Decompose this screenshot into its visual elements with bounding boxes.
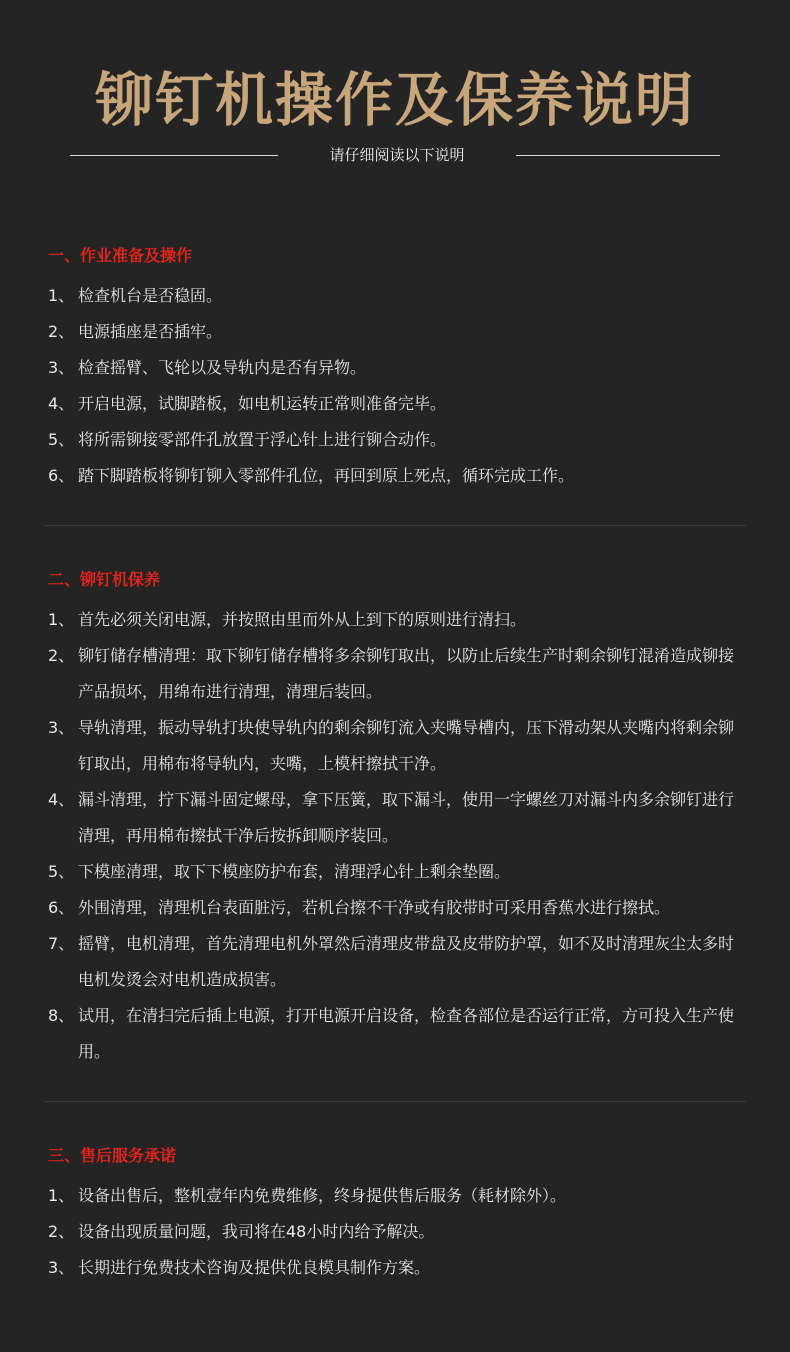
list-item: [48, 1178, 748, 1214]
list-item-number: 2、: [48, 1222, 75, 1241]
list-item-text: 开启电源，试脚踏板，如电机运转正常则准备完毕。: [78, 394, 447, 413]
list-item-text: 检查机台是否稳固。: [78, 286, 223, 305]
list-item: [48, 854, 748, 890]
subtitle-divider-right: [516, 155, 720, 156]
list-item: [48, 350, 748, 386]
list-item-number: 2、: [48, 646, 75, 665]
section-heading: 三、售后服务承诺: [48, 1146, 177, 1165]
list-item: [48, 1214, 748, 1250]
list-item-text: 试用，在清扫完后插上电源，打开电源开启设备，检查各部位是否运行正常，方可投入生产使用。: [78, 1006, 735, 1061]
list-item: [48, 710, 748, 782]
subtitle-row: [0, 144, 790, 166]
section-divider: [44, 525, 746, 526]
list-item-text: 导轨清理，振动导轨打块使导轨内的剩余铆钉流入夹嘴导槽内，压下滑动架从夹嘴内将剩余铆钉取出，用棉布将导轨内，夹嘴，上模杆擦拭干净。: [78, 718, 735, 773]
list-item: [48, 638, 748, 710]
list-item-number: 5、: [48, 862, 75, 881]
list-item-number: 1、: [48, 1186, 75, 1205]
list-item: [48, 602, 748, 638]
list-item-number: 8、: [48, 1006, 75, 1025]
list-item-text: 外围清理，清理机台表面脏污，若机台擦不干净或有胶带时可采用香蕉水进行擦拭。: [78, 898, 671, 917]
list-item: [48, 782, 748, 854]
section-after-sales: [48, 1144, 748, 1286]
list-item-number: 3、: [48, 718, 75, 737]
section-maintenance: [48, 568, 748, 1070]
list-item-text: 长期进行免费技术咨询及提供优良模具制作方案。: [78, 1258, 431, 1277]
list-item-text: 设备出现质量问题，我司将在48小时内给予解决。: [78, 1222, 435, 1241]
section-heading: 二、铆钉机保养: [48, 570, 161, 589]
list-item-text: 漏斗清理，拧下漏斗固定螺母，拿下压簧，取下漏斗，使用一字螺丝刀对漏斗内多余铆钉进行清理，再用棉布擦拭干净后按拆卸顺序装回。: [78, 790, 735, 845]
list-item: [48, 890, 748, 926]
list-item-text: 将所需铆接零部件孔放置于浮心针上进行铆合动作。: [78, 430, 447, 449]
list-item-text: 首先必须关闭电源，并按照由里而外从上到下的原则进行清扫。: [78, 610, 527, 629]
list-item-number: 7、: [48, 934, 75, 953]
list-item-number: 1、: [48, 286, 75, 305]
list-item: [48, 278, 748, 314]
list-item-text: 铆钉储存槽清理：取下铆钉储存槽将多余铆钉取出，以防止后续生产时剩余铆钉混淆造成铆接产品损坏，用绵布进行清理，清理后装回。: [78, 646, 735, 701]
page-subtitle: 请仔细阅读以下说明: [329, 146, 465, 164]
list-item-number: 5、: [48, 430, 75, 449]
list-item-text: 电源插座是否插牢。: [78, 322, 223, 341]
list-item-number: 4、: [48, 394, 75, 413]
list-item-number: 6、: [48, 466, 75, 485]
list-item: [48, 314, 748, 350]
list-item: [48, 1250, 748, 1286]
list-item-number: 1、: [48, 610, 75, 629]
list-item-text: 摇臂，电机清理，首先清理电机外罩然后清理皮带盘及皮带防护罩，如不及时清理灰尘太多时电机发烫会对电机造成损害。: [78, 934, 735, 989]
list-item-text: 设备出售后，整机壹年内免费维修，终身提供售后服务（耗材除外）。: [78, 1186, 567, 1205]
list-item-number: 3、: [48, 358, 75, 377]
list-item: [48, 458, 748, 494]
list-item: [48, 386, 748, 422]
list-item: [48, 998, 748, 1070]
list-item: [48, 422, 748, 458]
subtitle-divider-left: [70, 155, 278, 156]
list-item-number: 4、: [48, 790, 75, 809]
list-item-text: 检查摇臂、飞轮以及导轨内是否有异物。: [78, 358, 367, 377]
list-item-number: 2、: [48, 322, 75, 341]
list-item-text: 下模座清理，取下下模座防护布套，清理浮心针上剩余垫圈。: [78, 862, 511, 881]
page-title: 铆钉机操作及保养说明: [94, 66, 695, 134]
list-item-number: 3、: [48, 1258, 75, 1277]
list-item-number: 6、: [48, 898, 75, 917]
list-item-text: 踏下脚踏板将铆钉铆入零部件孔位，再回到原上死点，循环完成工作。: [78, 466, 575, 485]
section-divider: [44, 1101, 746, 1102]
section-heading: 一、作业准备及操作: [48, 246, 193, 265]
list-item: [48, 926, 748, 998]
section-operation: [48, 244, 748, 494]
